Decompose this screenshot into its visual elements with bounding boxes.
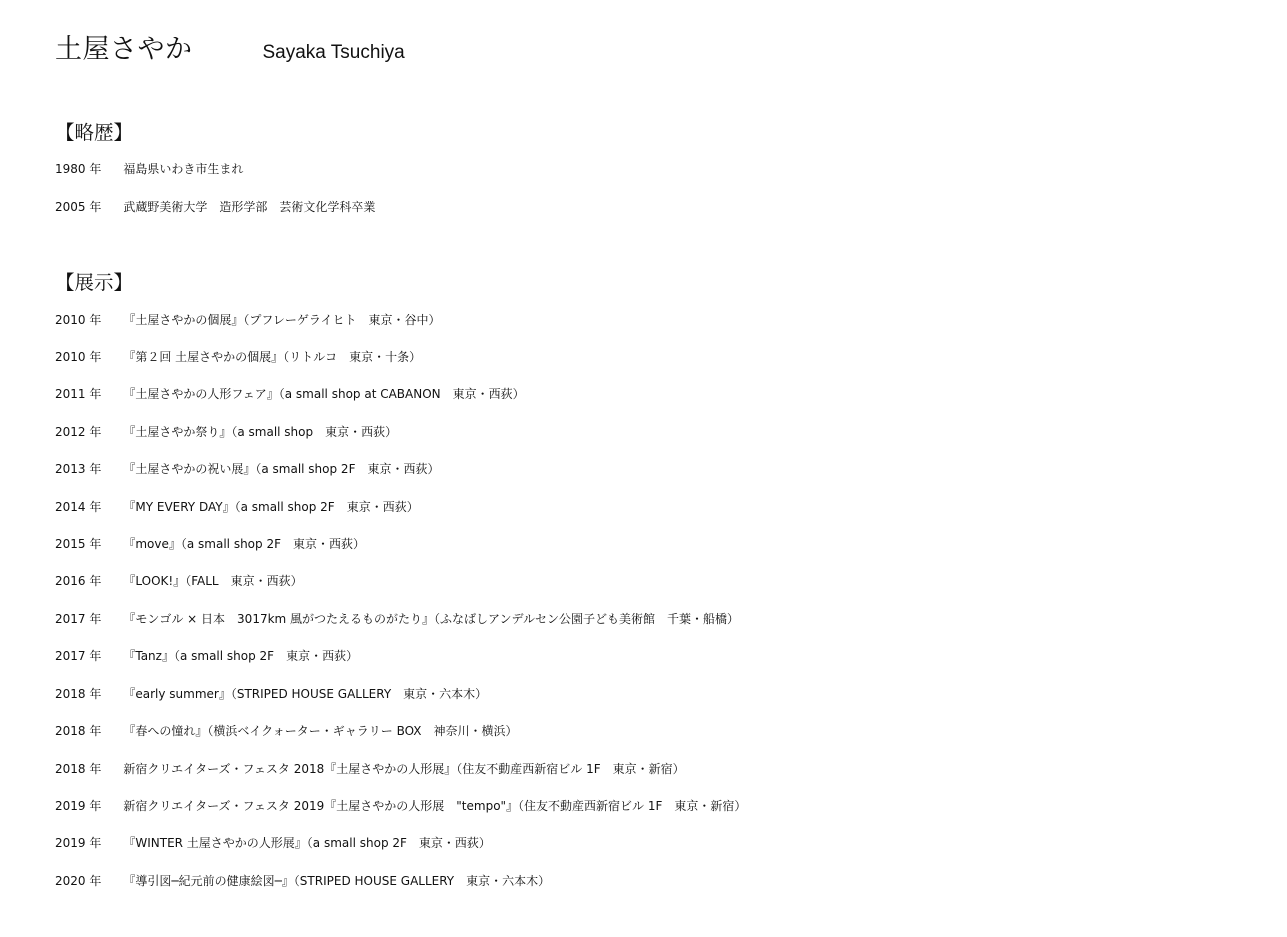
list-item bbox=[55, 638, 1280, 675]
list-item bbox=[55, 563, 1280, 600]
list-item bbox=[55, 863, 1280, 900]
entry-text: 『Tanz』（a small shop 2F 東京・西荻） bbox=[123, 649, 359, 664]
entry-text: 『第２回 土屋さやかの個展』（リトルコ 東京・十条） bbox=[123, 350, 422, 365]
entry-year: 2016 年 bbox=[55, 574, 102, 589]
list-item bbox=[55, 302, 1280, 339]
entry-text: 『導引図─紀元前の健康絵図─』（STRIPED HOUSE GALLERY 東京・六本木） bbox=[123, 873, 551, 888]
list-item bbox=[55, 825, 1280, 862]
list-item bbox=[55, 339, 1280, 376]
list-item bbox=[55, 788, 1280, 825]
entry-year: 2018 年 bbox=[55, 761, 102, 776]
entry-year: 2020 年 bbox=[55, 873, 102, 888]
entry-text: 『early summer』（STRIPED HOUSE GALLERY 東京・六本木） bbox=[123, 686, 488, 701]
entry-text: 『MY EVERY DAY』（a small shop 2F 東京・西荻） bbox=[123, 499, 419, 514]
list-item bbox=[55, 713, 1280, 750]
list-item bbox=[55, 189, 1280, 226]
list-item bbox=[55, 451, 1280, 488]
entry-text: 『土屋さやかの個展』（プフレーゲライヒト 東京・谷中） bbox=[123, 312, 441, 327]
entry-text: 『move』（a small shop 2F 東京・西荻） bbox=[123, 537, 365, 552]
list-item bbox=[55, 376, 1280, 413]
entry-year: 2017 年 bbox=[55, 649, 102, 664]
profile-header bbox=[55, 30, 1280, 74]
list-item bbox=[55, 414, 1280, 451]
entry-year: 2010 年 bbox=[55, 312, 102, 327]
biography-section bbox=[55, 114, 1280, 226]
list-item bbox=[55, 489, 1280, 526]
list-item bbox=[55, 751, 1280, 788]
entry-year: 2011 年 bbox=[55, 387, 102, 402]
artist-name-english: Sayaka Tsuchiya bbox=[262, 42, 405, 63]
artist-name-japanese: 土屋さやか bbox=[55, 34, 193, 65]
entry-year: 2014 年 bbox=[55, 499, 102, 514]
entry-year: 2019 年 bbox=[55, 798, 102, 813]
exhibitions-heading: 【展示】 bbox=[55, 271, 134, 295]
entry-text: 武蔵野美術大学 造形学部 芸術文化学科卒業 bbox=[123, 199, 376, 214]
entry-text: 福島県いわき市生まれ bbox=[123, 162, 244, 177]
list-item bbox=[55, 601, 1280, 638]
entry-year: 2019 年 bbox=[55, 836, 102, 851]
entry-text: 『土屋さやかの祝い展』（a small shop 2F 東京・西荻） bbox=[123, 462, 440, 477]
entry-text: 新宿クリエイターズ・フェスタ 2019『土屋さやかの人形展 "tempo"』（住友不動産西新宿ビル 1F 東京・新宿） bbox=[123, 798, 747, 813]
profile-page bbox=[55, 30, 1280, 900]
entry-year: 2015 年 bbox=[55, 537, 102, 552]
entry-text: 『土屋さやか祭り』（a small shop 東京・西荻） bbox=[123, 424, 398, 439]
list-item bbox=[55, 676, 1280, 713]
biography-heading: 【略歴】 bbox=[55, 121, 134, 144]
exhibitions-section bbox=[55, 264, 1280, 900]
entry-text: 『春への憧れ』（横浜ベイクォーター・ギャラリー BOX 神奈川・横浜） bbox=[123, 724, 518, 739]
entry-year: 2017 年 bbox=[55, 611, 102, 626]
list-item bbox=[55, 526, 1280, 563]
entry-year: 1980 年 bbox=[55, 162, 102, 177]
list-item bbox=[55, 151, 1280, 188]
entry-year: 2012 年 bbox=[55, 424, 102, 439]
entry-year: 2013 年 bbox=[55, 462, 102, 477]
entry-text: 『土屋さやかの人形フェア』（a small shop at CABANON 東京・西荻） bbox=[123, 387, 525, 402]
entry-text: 新宿クリエイターズ・フェスタ 2018『土屋さやかの人形展』（住友不動産西新宿ビル 1F 東京・新宿） bbox=[123, 761, 685, 776]
entry-year: 2018 年 bbox=[55, 724, 102, 739]
entry-year: 2010 年 bbox=[55, 350, 102, 365]
entry-year: 2005 年 bbox=[55, 199, 102, 214]
entry-year: 2018 年 bbox=[55, 686, 102, 701]
entry-text: 『モンゴル × 日本 3017km 風がつたえるものがたり』（ふなばしアンデルセン公園子ども美術館 千葉・船橋） bbox=[123, 611, 739, 626]
entry-text: 『WINTER 土屋さやかの人形展』（a small shop 2F 東京・西荻） bbox=[123, 836, 491, 851]
entry-text: 『LOOK!』（FALL 東京・西荻） bbox=[123, 574, 303, 589]
